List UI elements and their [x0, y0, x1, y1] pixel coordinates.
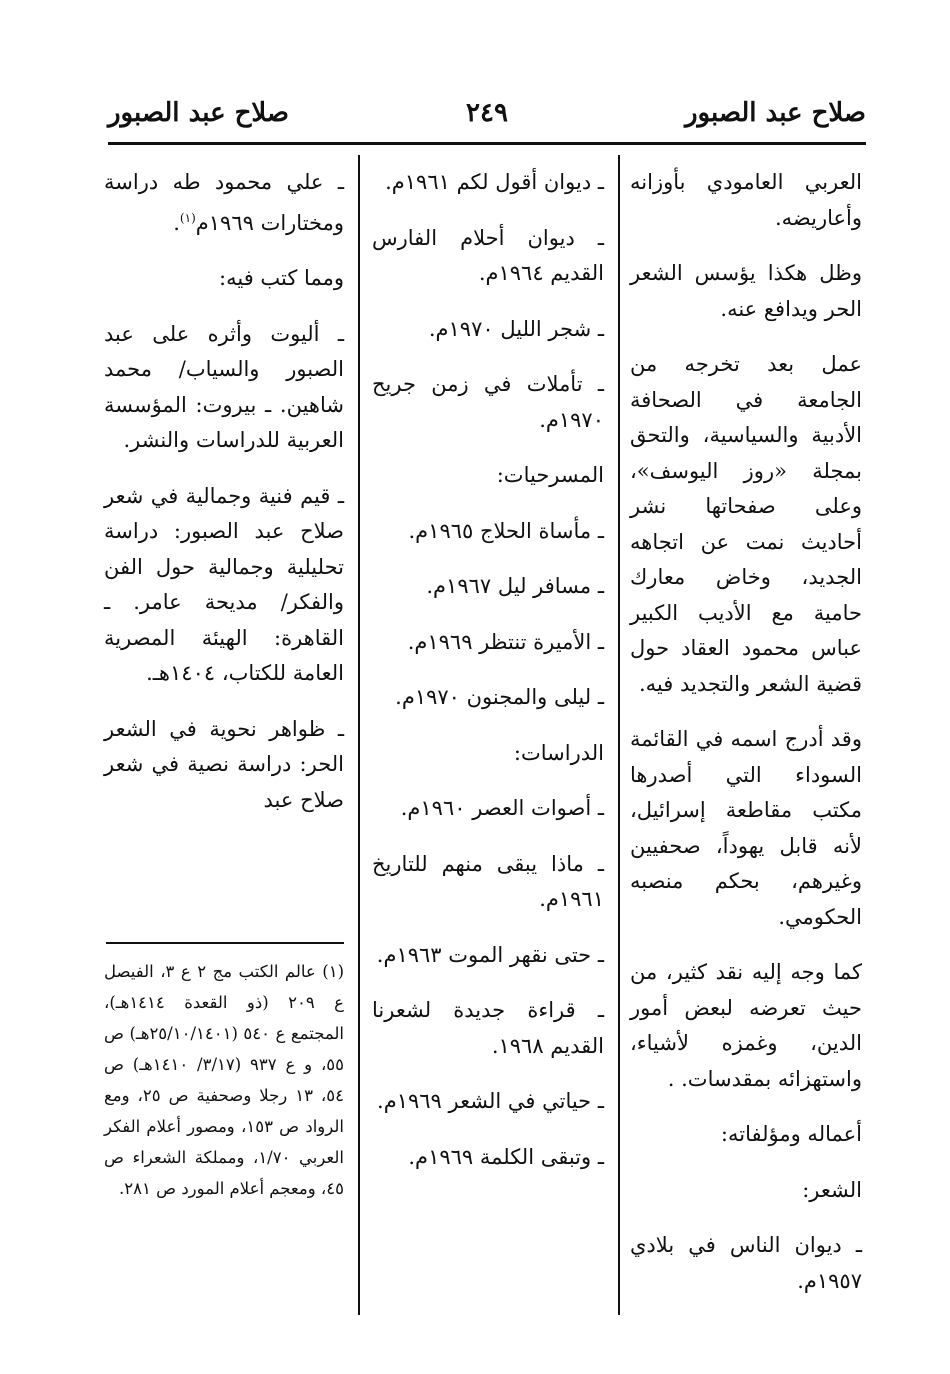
list-item: ـ حتى نقهر الموت ١٩٦٣م. [376, 942, 604, 967]
list-item: ـ حياتي في الشعر ١٩٦٩م. [377, 1089, 604, 1113]
column-divider-left [358, 155, 360, 1315]
running-title-left: صلاح عبد الصبور [108, 98, 290, 128]
list-item: ـ شجر الليل ١٩٧٠م. [428, 316, 604, 341]
section-heading-studies: الدراسات: [513, 740, 604, 765]
list-item: ـ تأملات في زمن جريح ١٩٧٠م. [372, 372, 604, 432]
column-right [630, 165, 862, 1319]
paragraph: عمل بعد تخرجه من الجامعة في الصحافة الأدبية والسياسية، والتحق بمجلة «روز اليوسف»، وعلى صفحاتها نشر أحاديث نمت عن اتجاهه الجديد، وخاض معارك حامية مع الأديب الكبير عباس محمود العقاد حول قضية الشعر والتجديد فيه. [630, 352, 862, 696]
column-left [104, 165, 344, 838]
column-middle [372, 165, 604, 1195]
list-item: ـ قيم فنية وجمالية في شعر صلاح عبد الصبور: دراسة تحليلية وجمالية حول الفن والفكر/ مديحة عامر. ـ القاهرة: الهيئة المصرية العامة للكتاب، ١٤٠٤هـ. [104, 483, 344, 685]
paragraph: وقد أدرج اسمه في القائمة السوداء التي أصدرها مكتب مقاطعة إسرائيل، لأنه قابل يهوداً، صحفيين وغيرهم، بحكم منصبه الحكومي. [630, 727, 862, 929]
list-item: ـ ظواهر نحوية في الشعر الحر: دراسة نصية في شعر صلاح عبد [104, 716, 344, 812]
footnote: (١) عالم الكتب مج ٢ ع ٣، الفيصل ع ٢٠٩ (ذو القعدة ١٤١٤هـ)، المجتمع ع ٥٤٠ (٢٥/١٠/١٤٠١هـ) ص ٥٥، و ع ٩٣٧ (٣/١٧/ ١٤١٠هـ) ص ٥٤، ١٣ رجلا وصحفية ص ٢٥، ومع الرواد ص ١٥٣، ومصور أعلام الفكر العربي ١/٧٠، ومملكة الشعراء ص ٤٥، ومعجم أعلام المورد ص ٢٨١. [104, 962, 345, 1198]
column-divider-right [618, 155, 620, 1315]
running-title-right: صلاح عبد الصبور [684, 98, 866, 128]
list-item-text: ـ علي محمود طه دراسة ومختارات ١٩٦٩م [104, 170, 344, 235]
list-item: ـ قراءة جديدة لشعرنا القديم ١٩٦٨. [372, 998, 604, 1058]
list-item: ـ ديوان أحلام الفارس القديم ١٩٦٤م. [372, 225, 604, 285]
page-number: ٢٤٩ [466, 98, 508, 128]
section-heading-plays: المسرحيات: [496, 463, 604, 487]
section-heading-written-about: ومما كتب فيه: [219, 266, 344, 290]
list-item: ـ مأساة الحلاج ١٩٦٥م. [408, 518, 604, 543]
footnote-marker: (١) [179, 210, 196, 225]
list-item: ـ ديوان الناس في بلادي ١٩٥٧م. [630, 1233, 862, 1293]
list-item: ـ وتبقى الكلمة ١٩٦٩م. [408, 1144, 604, 1169]
list-item: ـ ديوان أقول لكم ١٩٦١م. [385, 170, 604, 194]
paragraph: كما وجه إليه نقد كثير، من حيث تعرضه لبعض أمور الدين، وغمزه لأشياء، واستهزائه بمقدسات. . [630, 960, 862, 1091]
list-item: ـ ماذا يبقى منهم للتاريخ ١٩٦١م. [372, 851, 604, 911]
list-item: ـ مسافر ليل ١٩٦٧م. [426, 574, 604, 598]
section-heading-poetry: الشعر: [802, 1177, 862, 1202]
page-header [108, 98, 866, 142]
list-item: ـ علي محمود طه دراسة ومختارات ١٩٦٩م$^{(١)}$. [104, 170, 344, 235]
header-rule [108, 142, 866, 145]
footnote-rule [106, 942, 344, 944]
paragraph: العربي العامودي بأوزانه وأعاريضه. [630, 170, 862, 230]
list-item: ـ أليوت وأثره على عبد الصبور والسياب/ محمد شاهين. ـ بيروت: المؤسسة العربية للدراسات والنشر. [104, 321, 344, 452]
list-item: ـ ليلى والمجنون ١٩٧٠م. [395, 685, 604, 709]
list-item: ـ أصوات العصر ١٩٦٠م. [400, 796, 604, 820]
list-item: ـ الأميرة تنتظر ١٩٦٩م. [407, 629, 604, 654]
section-heading-works: أعماله ومؤلفاته: [720, 1122, 862, 1146]
paragraph: وظل هكذا يؤسس الشعر الحر ويدافع عنه. [630, 261, 862, 321]
